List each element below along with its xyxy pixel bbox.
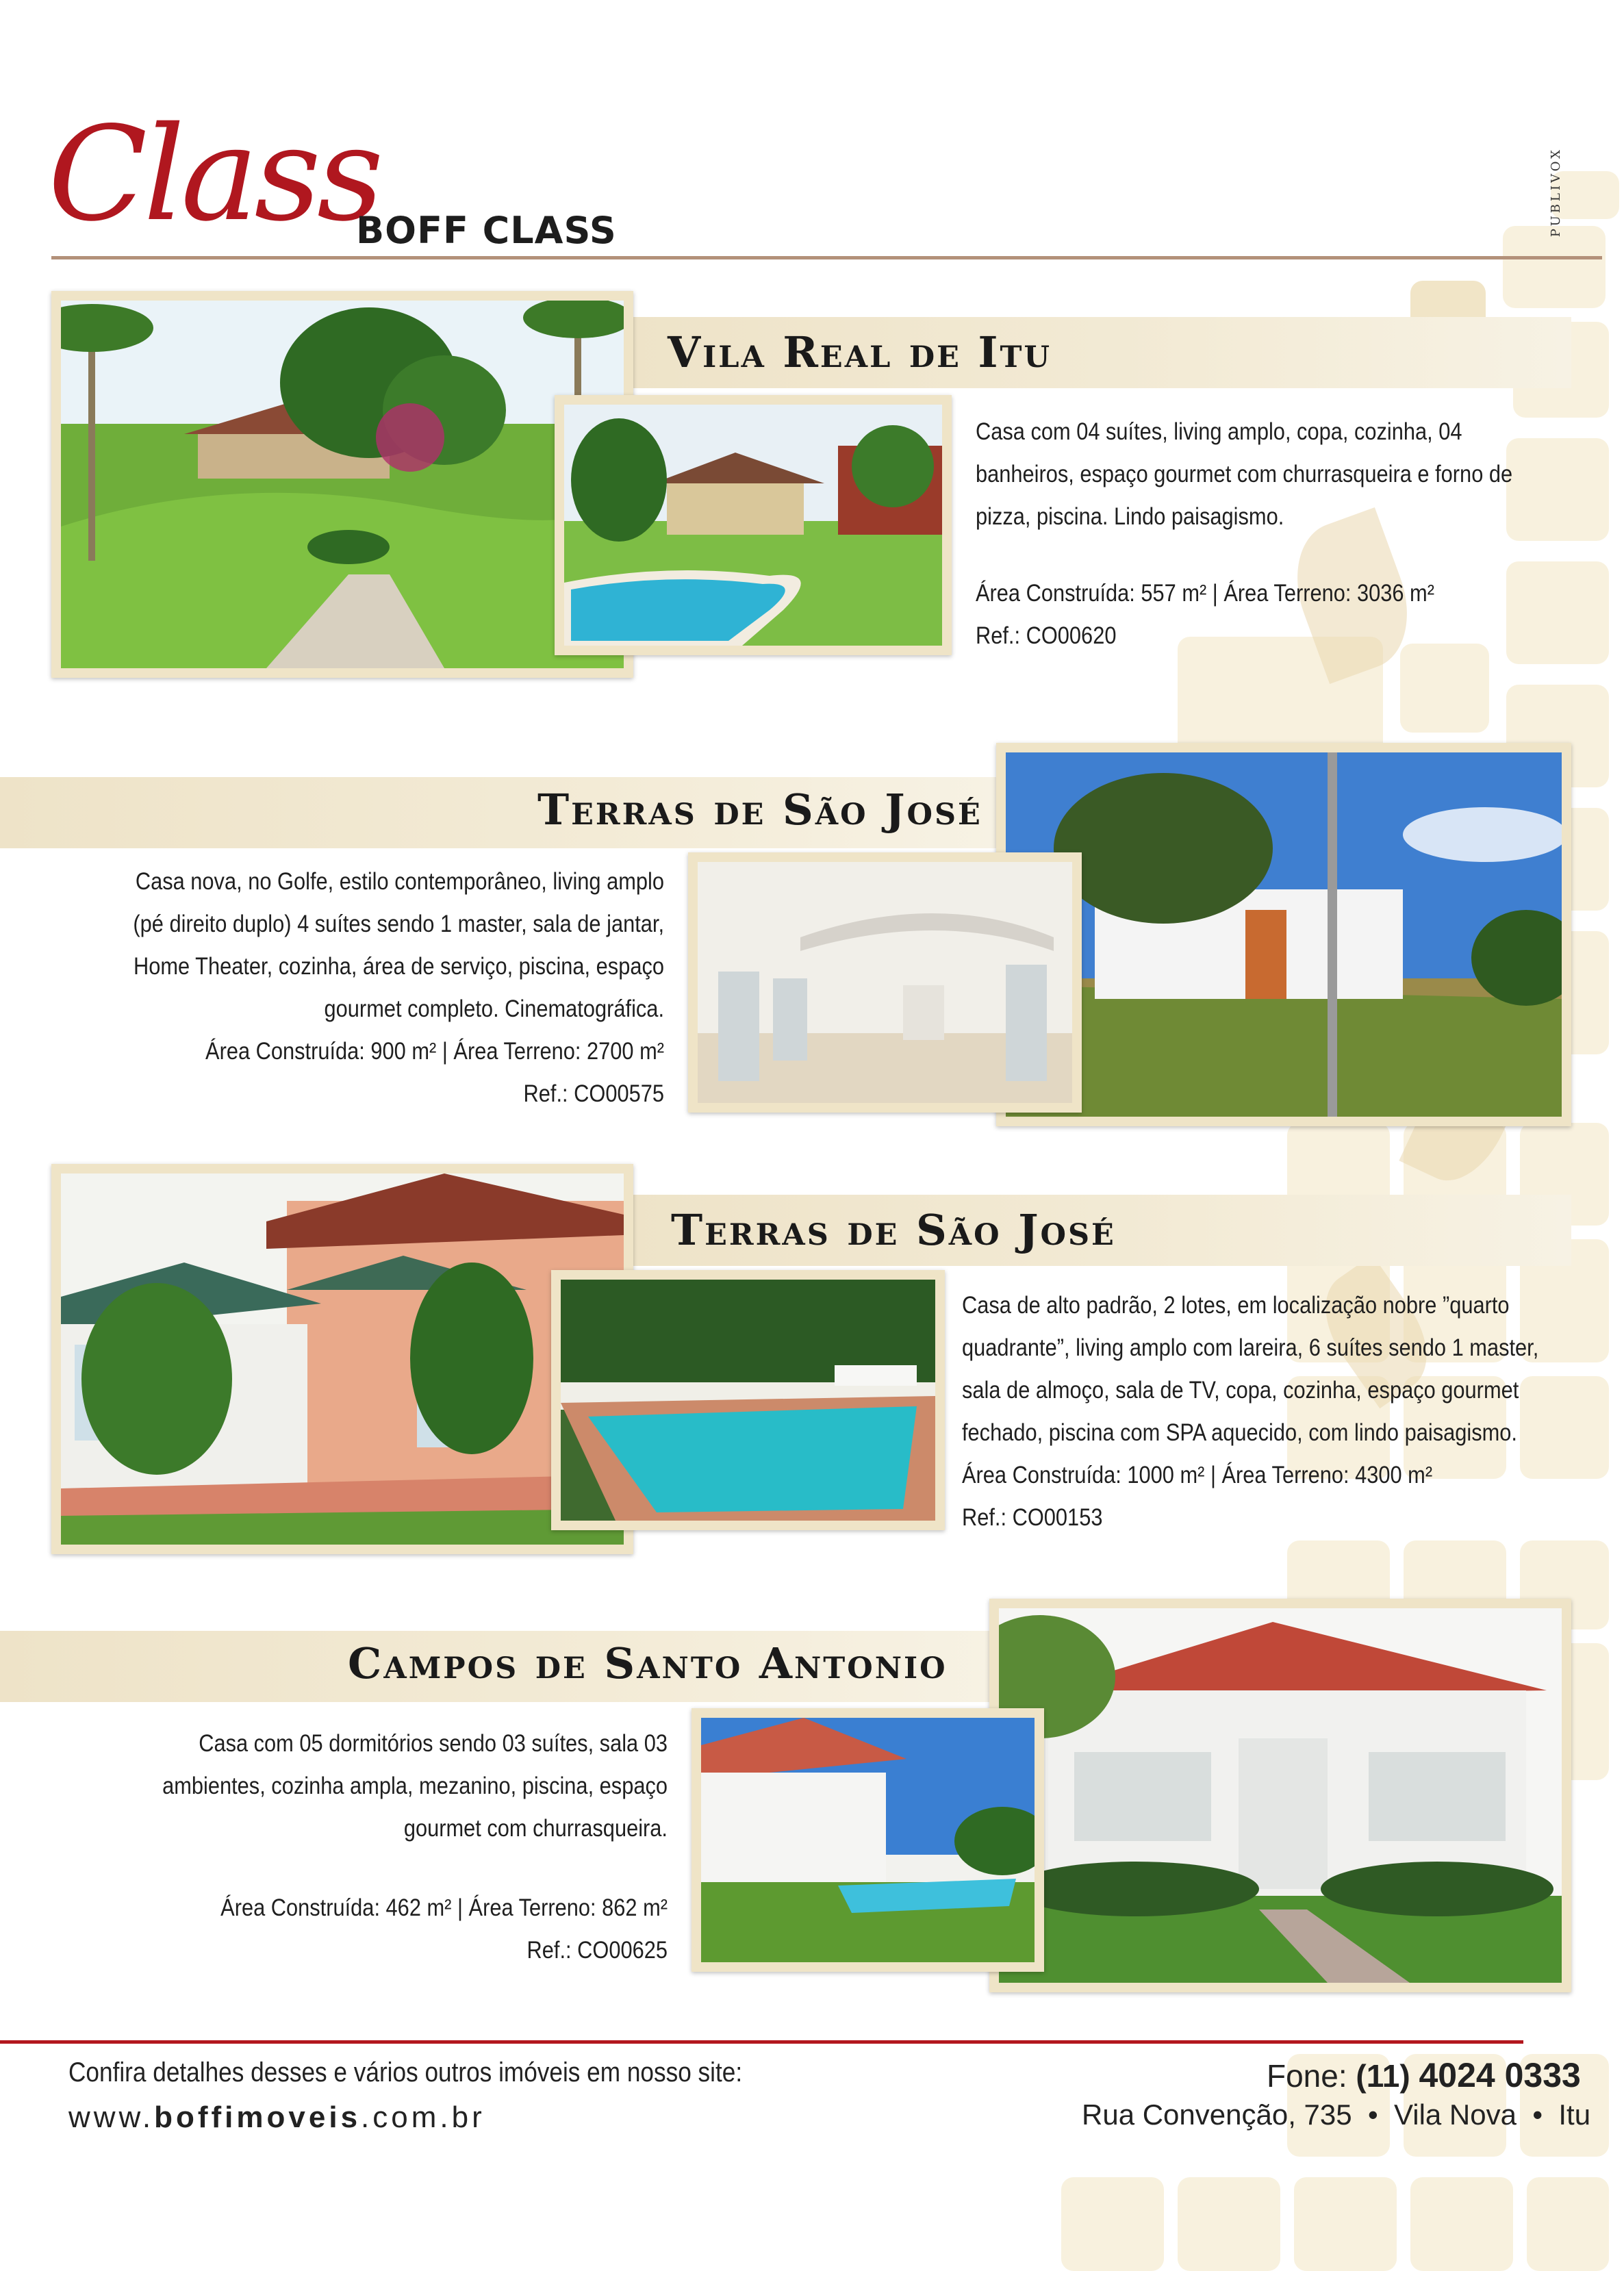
pool-garden-photo — [561, 1280, 935, 1521]
modern-house-photo — [1006, 752, 1562, 1117]
listing-4-title: Campos de Santo Antonio — [348, 1638, 948, 1688]
listing-2-title: Terras de São José — [537, 785, 982, 835]
listing-4-photo-main[interactable] — [989, 1599, 1571, 1992]
listing-3-description: Casa de alto padrão, 2 lotes, em localização nobre ”quarto quadrante”, living amplo com lareira, 6 suítes sendo 1 master, sala de almoço, sala de TV, copa, cozinha, espaço gourmet fechado, piscina com SPA aquecido, com lindo paisagismo. — [962, 1292, 1539, 1446]
listing-3-photo-pool[interactable] — [551, 1270, 945, 1530]
listing-3-ref: Ref.: CO00153 — [962, 1504, 1103, 1531]
white-house-photo — [999, 1608, 1562, 1983]
phone-area: (11) — [1356, 2058, 1410, 2094]
agency-mark: PUBLIVOX — [1549, 147, 1563, 238]
phone — [1267, 2055, 1581, 2095]
listing-2-photo-interior[interactable] — [688, 852, 1082, 1113]
header-divider — [51, 256, 1602, 259]
listing-2-description: Casa nova, no Golfe, estilo contemporâneo, living amplo (pé direito duplo) 4 suítes sendo 1 master, sala de jantar, Home Theater, cozinha, área de serviço, piscina, espaço gourmet completo. Cinematográfica. — [133, 868, 665, 1022]
footer-cta: Confira detalhes desses e vários outros imóveis em nosso site: — [68, 2057, 743, 2088]
class-logo: Class — [48, 99, 380, 250]
phone-label: Fone: — [1267, 2058, 1347, 2094]
site-suffix: .com.br — [361, 2101, 485, 2134]
listing-4-areas: Área Construída: 462 m² | Área Terreno: 862 m² — [220, 1894, 668, 1921]
living-room-photo — [698, 862, 1072, 1103]
listing-1-ref: Ref.: CO00620 — [976, 622, 1117, 649]
brand-name: BOFF CLASS — [356, 209, 617, 252]
listing-2-areas: Área Construída: 900 m² | Área Terreno: 2700 m² — [205, 1038, 664, 1065]
pool-photo — [564, 405, 942, 646]
listing-2-ref: Ref.: CO00575 — [523, 1080, 664, 1107]
house-garden-photo — [61, 301, 624, 668]
mediterranean-house-photo — [61, 1173, 624, 1545]
listing-2-text — [104, 861, 664, 1115]
listing-1-areas: Área Construída: 557 m² | Área Terreno: 3036 m² — [976, 580, 1434, 607]
listing-3-title: Terras de São José — [671, 1205, 1116, 1255]
listing-4-text — [104, 1723, 668, 1972]
listing-1-title: Vila Real de Itu — [668, 327, 1052, 377]
listing-4-description: Casa com 05 dormitórios sendo 03 suítes, sala 03 ambientes, cozinha ampla, mezanino, piscina, espaço gourmet com churrasqueira. — [162, 1730, 668, 1842]
footer-divider — [0, 2040, 1523, 2044]
listing-1-description: Casa com 04 suítes, living amplo, copa, cozinha, 04 banheiros, espaço gourmet com churrasqueira e forno de pizza, piscina. Lindo paisagismo. — [976, 418, 1513, 530]
listing-2-photo-exterior[interactable] — [996, 743, 1571, 1126]
website-link[interactable] — [68, 2101, 485, 2135]
listing-1-photo-pool[interactable] — [555, 395, 952, 655]
listing-4-ref: Ref.: CO00625 — [526, 1937, 668, 1964]
listing-3-text — [962, 1284, 1540, 1539]
listing-4-photo-pool[interactable] — [692, 1708, 1044, 1972]
backyard-pool-photo — [701, 1718, 1035, 1962]
address: Rua Convenção, 735 • Vila Nova • Itu — [1082, 2098, 1591, 2131]
listing-1-photo-main[interactable] — [51, 291, 633, 678]
listing-3-areas: Área Construída: 1000 m² | Área Terreno: 4300 m² — [962, 1462, 1433, 1488]
site-prefix: www. — [68, 2101, 155, 2134]
site-name: boffimoveis — [154, 2101, 361, 2134]
phone-number: 4024 0333 — [1419, 2056, 1581, 2094]
listing-3-photo-main[interactable] — [51, 1164, 633, 1554]
listing-1-text — [976, 411, 1542, 657]
